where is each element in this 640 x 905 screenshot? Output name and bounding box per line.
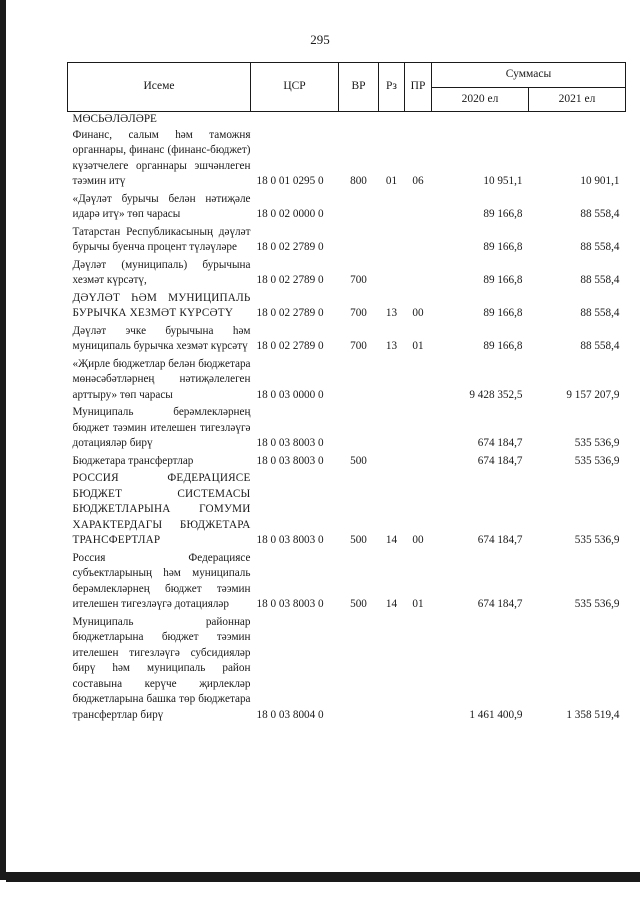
row-csr: 18 0 01 0295 0: [256, 175, 324, 187]
row-name: Муниципаль районнар бюджетларына бюджет тәэмин ителешен тигезләүгә субсидияләр бирү һәм муниципаль район составына керүче җирлекләр бюджетларына башка төр бюджетара трансфертлар бирү: [72, 615, 251, 721]
row-csr: 18 0 02 0000 0: [256, 208, 324, 220]
row-pr: 01: [412, 340, 424, 352]
page-number: 295: [310, 32, 330, 47]
row-name: МӨСЬӘЛӘЛӘРЕ: [72, 113, 157, 125]
row-name: Дәүләт эчке бурычына һәм муниципаль бурычка хезмәт күрсәтү: [72, 324, 251, 352]
row-name: ДӘҮЛӘТ ҺӘМ МУНИЦИПАЛЬ БУРЫЧКА ХЕЗМӘТ КҮРСӘТҮ: [72, 291, 251, 319]
row-name: Финанс, салым һәм таможня органнары, финанс (финанс-бюджет) күзәтчелеге органнары эшчәнлеген тәэмин итү: [72, 128, 251, 187]
row-csr: 18 0 03 8003 0: [256, 437, 324, 449]
row-value-2021: 88 558,4: [580, 340, 620, 352]
row-csr: 18 0 03 8003 0: [256, 454, 324, 467]
row-pr: [405, 258, 432, 291]
row-value-2020: 89 166,8: [483, 274, 523, 286]
row-csr: 18 0 02 2789 0: [256, 307, 324, 319]
row-csr: 18 0 03 0000 0: [256, 388, 324, 401]
row-value-2021: 535 536,9: [574, 534, 620, 546]
table-row: [68, 192, 626, 225]
row-csr: 18 0 03 8003 0: [256, 598, 324, 610]
row-value-2021: 535 536,9: [574, 454, 620, 467]
row-value-2020: 674 184,7: [477, 534, 523, 546]
table-row: [68, 471, 626, 551]
row-vr: [339, 112, 379, 128]
row-pr: [405, 357, 432, 406]
table-row: [68, 405, 626, 454]
row-csr: 18 0 02 2789 0: [256, 274, 324, 286]
row-pr: 00: [412, 307, 424, 319]
table-row: [68, 615, 626, 726]
row-rz: 14: [385, 534, 398, 546]
table-row: [68, 258, 626, 291]
row-pr: [405, 192, 432, 225]
row-value-2021: 1 358 519,4: [566, 708, 620, 721]
row-vr: 700: [350, 274, 367, 286]
row-value-2021: [529, 112, 626, 128]
header-name: Исеме: [68, 63, 251, 112]
row-value-2021: 88 558,4: [580, 274, 620, 286]
header-vr: ВР: [339, 63, 379, 112]
row-value-2021: 88 558,4: [580, 208, 620, 220]
row-value-2020: 674 184,7: [477, 598, 523, 610]
row-pr: [405, 615, 432, 726]
row-name: Татарстан Республикасының дәүләт бурычы буенча процент түләүләре: [72, 225, 251, 253]
header-year-2020: 2020 ел: [432, 88, 529, 112]
table-row: [68, 225, 626, 258]
row-rz: [379, 112, 405, 128]
row-value-2020: 1 461 400,9: [469, 708, 523, 721]
row-value-2020: [432, 112, 529, 128]
row-name: Муниципаль берәмлекләрнең бюджет тәэмин ителешен тигезләүгә дотацияләр бирү: [72, 406, 251, 449]
row-vr: 500: [350, 534, 367, 546]
row-value-2020: 89 166,8: [483, 307, 523, 319]
table-row: [68, 112, 626, 128]
page-edge-bottom: [6, 872, 640, 882]
row-rz: [379, 405, 405, 454]
row-vr: 500: [350, 454, 367, 467]
row-vr: 500: [350, 598, 367, 610]
row-csr: [251, 112, 339, 128]
row-name: Дәүләт (муниципаль) бурычына хезмәт күрсәтү,: [72, 258, 251, 286]
header-rz: Рз: [379, 63, 405, 112]
page-edge-left: [0, 0, 6, 880]
row-name: РОССИЯ ФЕДЕРАЦИЯСЕ БЮДЖЕТ СИСТЕМАСЫ БЮДЖЕТЛАРЫНА ГОМУМИ ХАРАКТЕРДАГЫ БЮДЖЕТАРА ТРАНСФЕРТЛАР: [72, 472, 251, 546]
row-rz: 13: [385, 340, 398, 352]
row-vr: 700: [350, 307, 367, 319]
table-row: [68, 291, 626, 324]
row-value-2020: 674 184,7: [477, 437, 523, 449]
row-pr: [405, 454, 432, 472]
table-row: [68, 357, 626, 406]
row-name: Россия Федерациясе субъектларының һәм муниципаль берәмлекләрнең бюджет тәэмин ителешен тигезләүгә дотацияләр: [72, 551, 251, 610]
table-row: [68, 551, 626, 615]
header-year-2021: 2021 ел: [529, 88, 626, 112]
row-vr: 800: [350, 175, 367, 187]
row-pr: [405, 112, 432, 128]
row-rz: 01: [385, 175, 398, 187]
row-vr: [339, 357, 379, 406]
row-value-2020: 10 951,1: [483, 175, 523, 187]
row-name: «Җирле бюджетлар белән бюджетара мөнәсәбәтләрнең нәтиҗәлелеген арттыру» төп чарасы: [72, 357, 251, 401]
row-rz: 13: [385, 307, 398, 319]
row-name: Бюджетара трансфертлар: [72, 454, 194, 467]
row-pr: 01: [412, 598, 424, 610]
row-value-2020: 89 166,8: [483, 241, 523, 253]
row-rz: [379, 357, 405, 406]
row-value-2021: 535 536,9: [574, 437, 620, 449]
row-rz: [379, 225, 405, 258]
table-row: [68, 324, 626, 357]
row-vr: [339, 615, 379, 726]
row-value-2020: 9 428 352,5: [469, 388, 523, 401]
row-rz: [379, 258, 405, 291]
row-pr: 06: [412, 175, 424, 187]
row-pr: [405, 225, 432, 258]
row-csr: 18 0 02 2789 0: [256, 340, 324, 352]
row-value-2020: 89 166,8: [483, 208, 523, 220]
table-row: [68, 454, 626, 472]
row-name: «Дәүләт бурычы белән нәтиҗәле идарә итү» төп чарасы: [72, 192, 251, 220]
row-csr: 18 0 03 8004 0: [256, 708, 324, 721]
row-value-2020: 89 166,8: [483, 340, 523, 352]
budget-table: [67, 62, 626, 725]
row-vr: 700: [350, 340, 367, 352]
row-vr: [339, 405, 379, 454]
table-row: [68, 128, 626, 192]
row-value-2021: 88 558,4: [580, 307, 620, 319]
row-vr: [339, 192, 379, 225]
row-vr: [339, 225, 379, 258]
header-pr: ПР: [405, 63, 432, 112]
row-value-2021: 10 901,1: [580, 175, 620, 187]
row-pr: 00: [412, 534, 424, 546]
row-value-2021: 535 536,9: [574, 598, 620, 610]
row-value-2021: 88 558,4: [580, 241, 620, 253]
row-value-2020: 674 184,7: [477, 454, 523, 467]
row-rz: [379, 192, 405, 225]
row-rz: 14: [385, 598, 398, 610]
row-pr: [405, 405, 432, 454]
row-rz: [379, 615, 405, 726]
row-value-2021: 9 157 207,9: [566, 388, 620, 401]
row-csr: 18 0 02 2789 0: [256, 241, 324, 253]
row-rz: [379, 454, 405, 472]
header-csr: ЦСР: [251, 63, 339, 112]
header-sums: Суммасы: [432, 63, 626, 88]
row-csr: 18 0 03 8003 0: [256, 534, 324, 546]
